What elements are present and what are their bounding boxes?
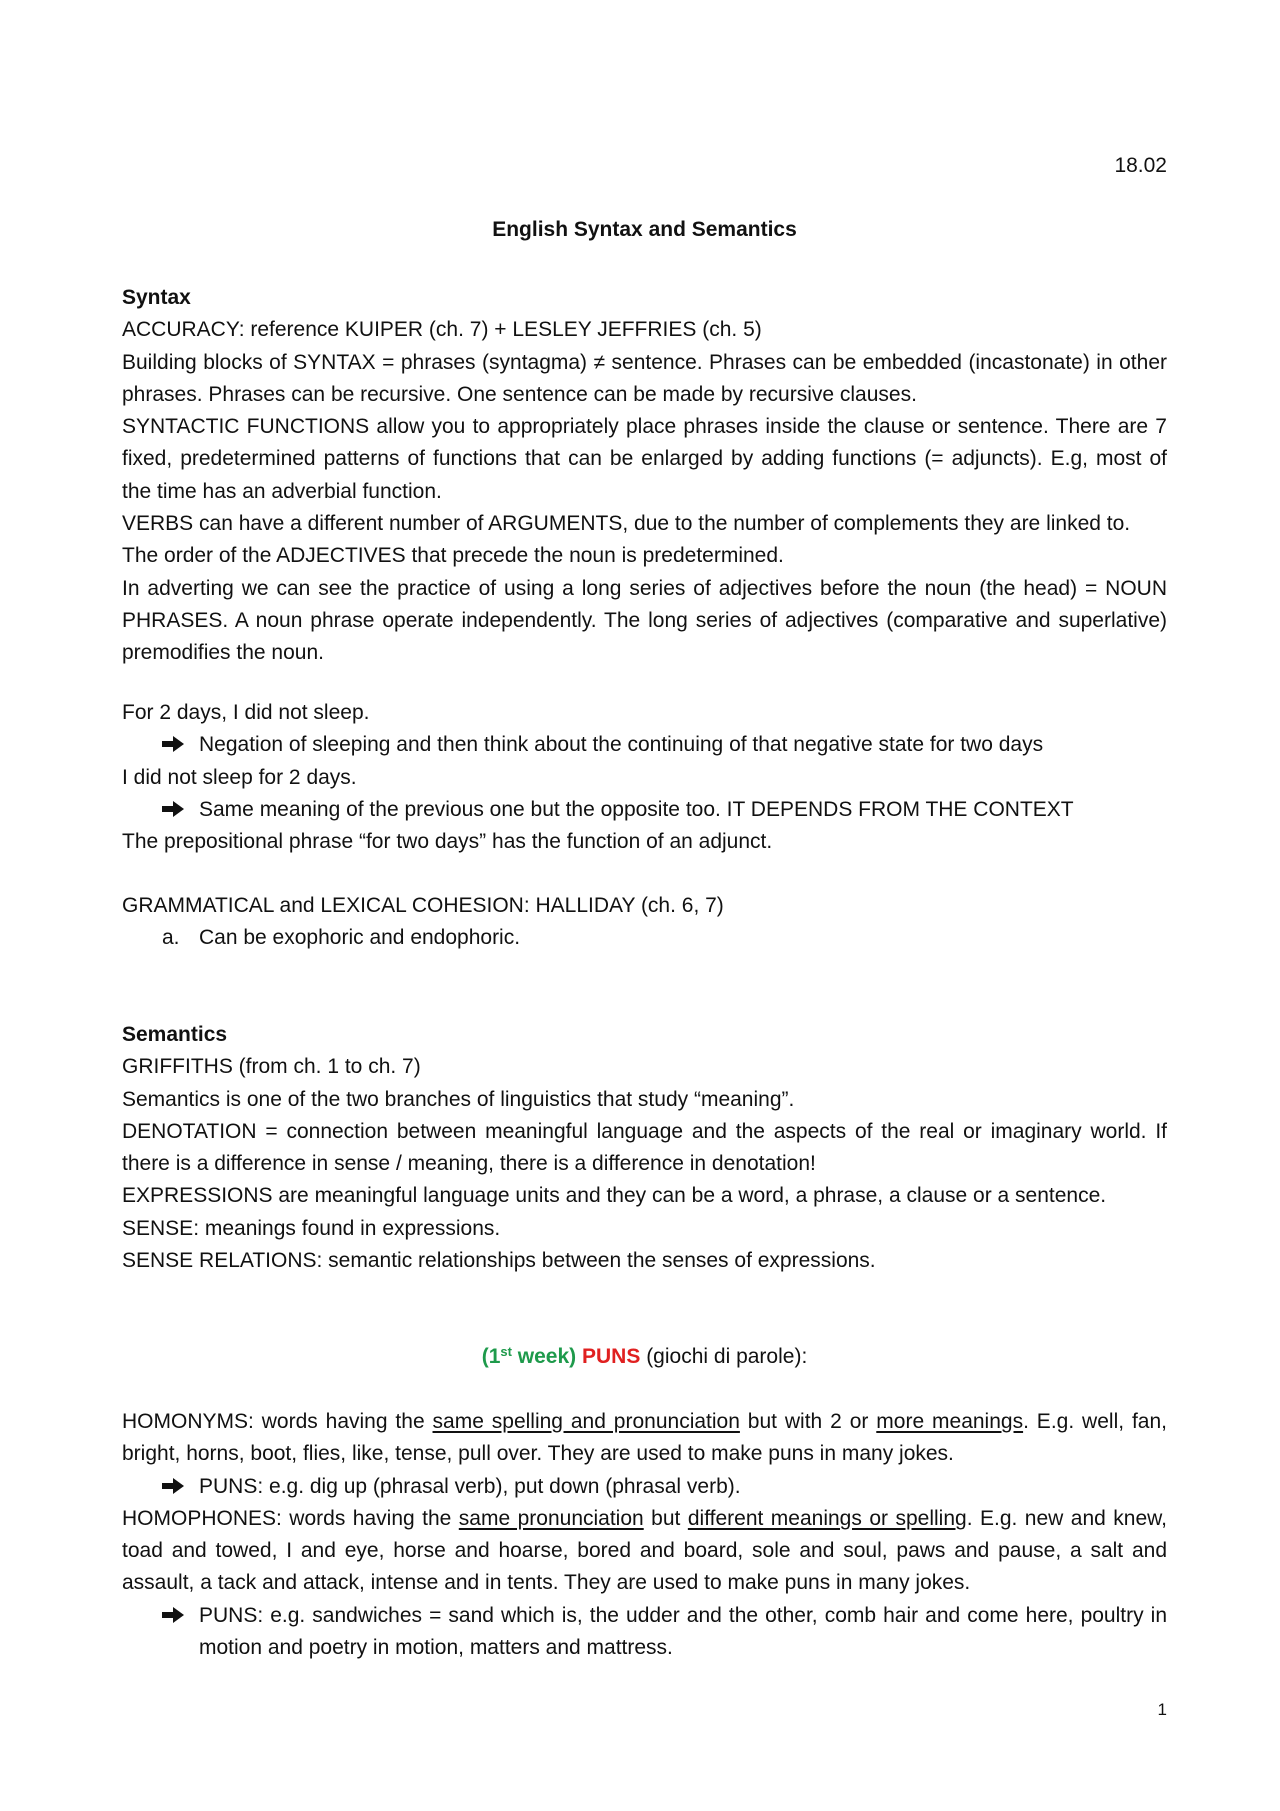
syntax-heading: Syntax <box>122 286 191 309</box>
syntax-section <box>122 282 1167 670</box>
homophones-paragraph: HOMOPHONES: words having the same pronunciation but different meanings or spelling. E.g. new and knew, toad and towed, I and eye, horse and hoarse, bored and board, sole and soul, paws and pause, a salt and assault, a tack and attack, intense and in tents. They are used to make puns in many jokes. <box>122 1506 1167 1595</box>
cohesion-line: GRAMMATICAL and LEXICAL COHESION: HALLIDAY (ch. 6, 7) <box>122 894 724 917</box>
arrow-right-icon <box>162 794 199 826</box>
arrow-right-icon <box>162 729 199 761</box>
semantics-section <box>122 1019 1167 1277</box>
example-closing: The prepositional phrase “for two days” has the function of an adjunct. <box>122 830 773 854</box>
example-note: Negation of sleeping and then think about the continuing of that negative state for two days <box>199 733 1044 757</box>
syntax-paragraph: The order of the ADJECTIVES that precede the noun is predetermined. <box>122 544 784 568</box>
page-number: 1 <box>1157 1700 1167 1719</box>
homonyms-paragraph: HOMONYMS: words having the same spelling and pronunciation but with 2 or more meanings. E.g. well, fan, bright, horns, boot, flies, like, tense, pull over. They are used to make puns in many jokes. <box>122 1410 1167 1466</box>
examples-section <box>122 697 1167 858</box>
puns-example: PUNS: e.g. dig up (phrasal verb), put down (phrasal verb). <box>199 1474 741 1498</box>
week-label: (1st week) <box>481 1344 577 1368</box>
cohesion-section <box>122 890 1167 955</box>
syntax-paragraph: In adverting we can see the practice of using a long series of adjectives before the noun (the head) = NOUN PHRASES. A noun phrase operate independently. The long series of adjectives (comparative and superlative) premodifies the noun. <box>122 576 1167 665</box>
arrow-right-icon <box>162 1471 199 1503</box>
semantics-paragraph: SENSE: meanings found in expressions. <box>122 1216 501 1240</box>
semantics-paragraph: GRIFFITHS (from ch. 1 to ch. 7) <box>122 1055 421 1079</box>
example-sentence: I did not sleep for 2 days. <box>122 765 357 789</box>
syntax-paragraph: ACCURACY: reference KUIPER (ch. 7) + LESLEY JEFFRIES (ch. 5) <box>122 318 762 342</box>
document-title: English Syntax and Semantics <box>492 218 797 241</box>
arrow-bullet <box>122 1600 1167 1665</box>
document-page <box>122 0 1167 1811</box>
semantics-paragraph: Semantics is one of the two branches of linguistics that study “meaning”. <box>122 1087 795 1111</box>
list-item <box>122 922 1167 954</box>
puns-example: PUNS: e.g. sandwiches = sand which is, the udder and the other, comb hair and come here, poultry in motion and poetry in motion, matters and mattress. <box>199 1603 1167 1660</box>
example-note: Same meaning of the previous one but the opposite too. IT DEPENDS FROM THE CONTEXT <box>199 797 1074 821</box>
puns-section <box>122 1406 1167 1664</box>
syntax-paragraph: VERBS can have a different number of ARGUMENTS, due to the number of complements they are linked to. <box>122 512 1131 536</box>
syntax-paragraph: Building blocks of SYNTAX = phrases (syntagma) ≠ sentence. Phrases can be embedded (incastonate) in other phrases. Phrases can be recursive. One sentence can be made by recursive clauses. <box>122 350 1167 406</box>
syntax-paragraph: SYNTACTIC FUNCTIONS allow you to appropriately place phrases inside the clause or sentence. There are 7 fixed, predetermined patterns of functions that can be enlarged by adding functions (= adjuncts). E.g, most of the time has an adverbial function. <box>122 415 1167 503</box>
arrow-right-icon <box>162 1600 199 1632</box>
arrow-bullet <box>122 729 1167 761</box>
semantics-paragraph: DENOTATION = connection between meaningful language and the aspects of the real or imaginary world. If there is a difference in sense / meaning, there is a difference in denotation! <box>122 1119 1167 1176</box>
date: 18.02 <box>1114 154 1167 177</box>
arrow-bullet <box>122 1471 1167 1503</box>
puns-subtitle: (giochi di parole): <box>640 1345 808 1368</box>
semantics-paragraph: SENSE RELATIONS: semantic relationships between the senses of expressions. <box>122 1249 876 1273</box>
arrow-bullet <box>122 794 1167 826</box>
semantics-heading: Semantics <box>122 1023 228 1046</box>
example-sentence: For 2 days, I did not sleep. <box>122 701 370 724</box>
list-text: Can be exophoric and endophoric. <box>199 926 521 950</box>
semantics-paragraph: EXPRESSIONS are meaningful language units and they can be a word, a phrase, a clause or a sentence. <box>122 1184 1107 1208</box>
list-label: a. <box>162 926 180 950</box>
puns-heading <box>122 1341 1167 1373</box>
puns-label: PUNS <box>582 1345 641 1368</box>
